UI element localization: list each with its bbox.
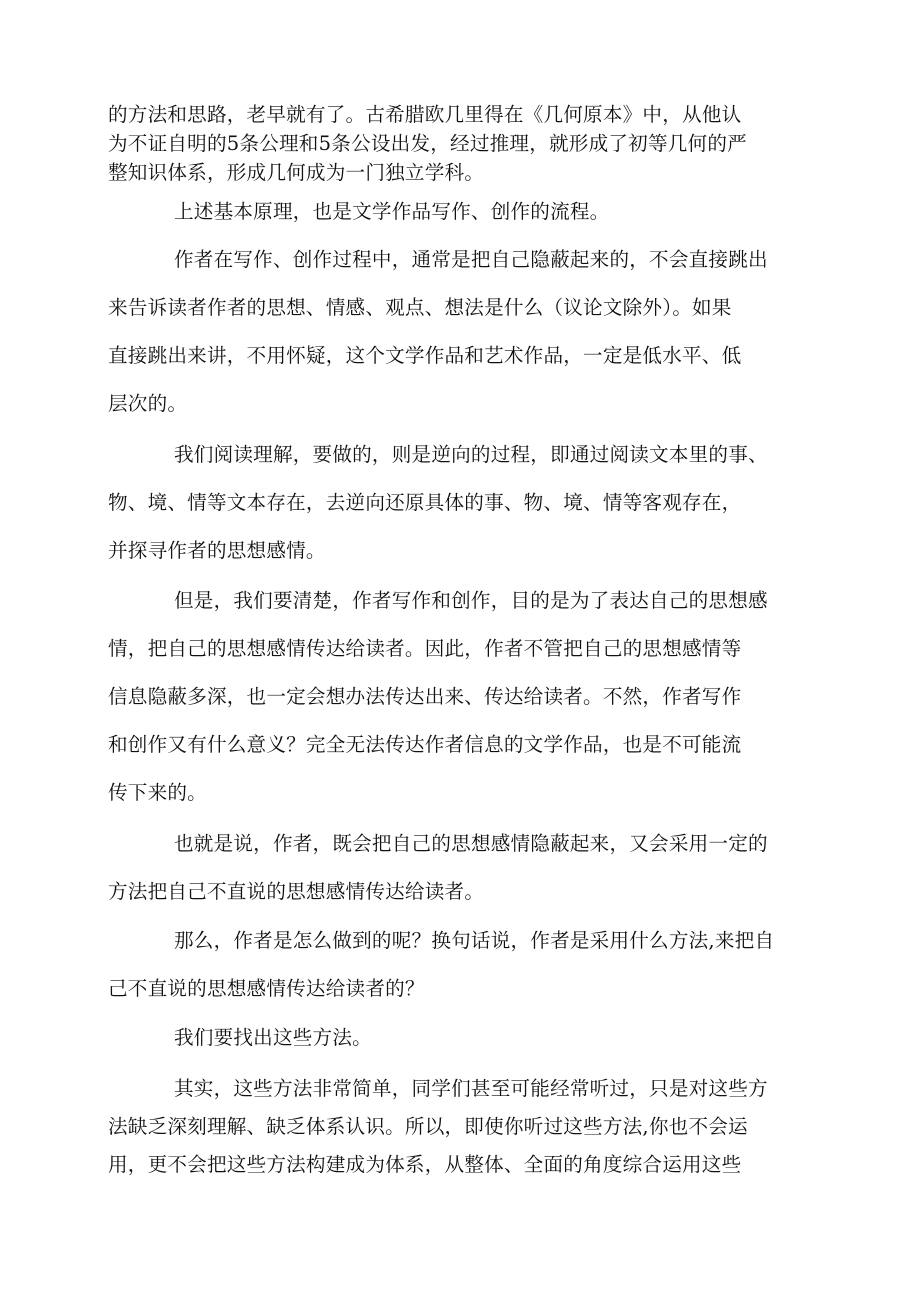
text-line: 信息隐蔽多深，也一定会想办法传达出来、传达给读者。不然，作者写作 — [108, 685, 742, 708]
text-line: 直接跳出来讲，不用怀疑，这个文学作品和艺术作品，一定是低水平、低 — [108, 344, 742, 367]
text-line: 情，把自己的思想感情传达给读者。因此，作者不管把自己的思想感情等 — [108, 637, 742, 660]
paragraph-continuation — [108, 100, 792, 187]
text-line: 其实，这些方法非常简单，同学们甚至可能经常听过，只是对这些方 — [174, 1077, 768, 1100]
text-line: 作者在写作、创作过程中，通常是把自己隐蔽起来的，不会直接跳出 — [174, 248, 768, 271]
text-line: 和创作又有什么意义？完全无法传达作者信息的文学作品，也是不可能流 — [108, 733, 742, 756]
paragraph-6 — [108, 917, 792, 1013]
text-line: 为不证自明的5条公理和5条公设出发，经过推理，就形成了初等几何的严 — [108, 132, 747, 155]
text-line: 也就是说，作者，既会把自己的思想感情隐蔽起来，又会采用一定的 — [174, 832, 768, 855]
text-line: 己不直说的思想感情传达给读者的？ — [108, 977, 425, 1000]
paragraph-3 — [108, 431, 792, 575]
paragraph-7 — [108, 1014, 792, 1062]
text-line: 方法把自己不直说的思想感情传达给读者。 — [108, 880, 485, 903]
text-line: 物、境、情等文本存在，去逆向还原具体的事、物、境、情等客观存在， — [108, 491, 742, 514]
text-line: 法缺乏深刻理解、缺乏体系认识。所以，即使你听过这些方法,你也不会运 — [108, 1115, 748, 1138]
text-line: 整知识体系，形成几何成为一门独立学科。 — [108, 161, 485, 184]
text-line: 上述基本原理，也是文学作品写作、创作的流程。 — [174, 200, 610, 223]
text-line: 用，更不会把这些方法构建成为体系，从整体、全面的角度综合运用这些 — [108, 1153, 742, 1176]
text-line: 并探寻作者的思想感情。 — [108, 539, 326, 562]
text-line: 我们阅读理解，要做的，则是逆向的过程，即通过阅读文本里的事、 — [174, 443, 768, 466]
text-line: 但是，我们要清楚，作者写作和创作，目的是为了表达自己的思想感 — [174, 589, 768, 612]
text-line: 层次的。 — [108, 392, 188, 415]
paragraph-4 — [108, 577, 792, 817]
paragraph-5 — [108, 820, 792, 916]
paragraph-1 — [108, 197, 792, 226]
text-line: 那么，作者是怎么做到的呢？换句话说，作者是采用什么方法,来把自 — [174, 929, 775, 952]
paragraph-8 — [108, 1070, 792, 1184]
text-line: 来告诉读者作者的思想、情感、观点、想法是什么（议论文除外）。如果 — [108, 296, 732, 319]
text-line: 的方法和思路，老早就有了。古希腊欧几里得在《几何原本》中，从他认 — [108, 103, 742, 126]
paragraph-2 — [108, 236, 792, 428]
text-line: 我们要找出这些方法。 — [174, 1026, 372, 1049]
text-line: 传下来的。 — [108, 781, 207, 804]
